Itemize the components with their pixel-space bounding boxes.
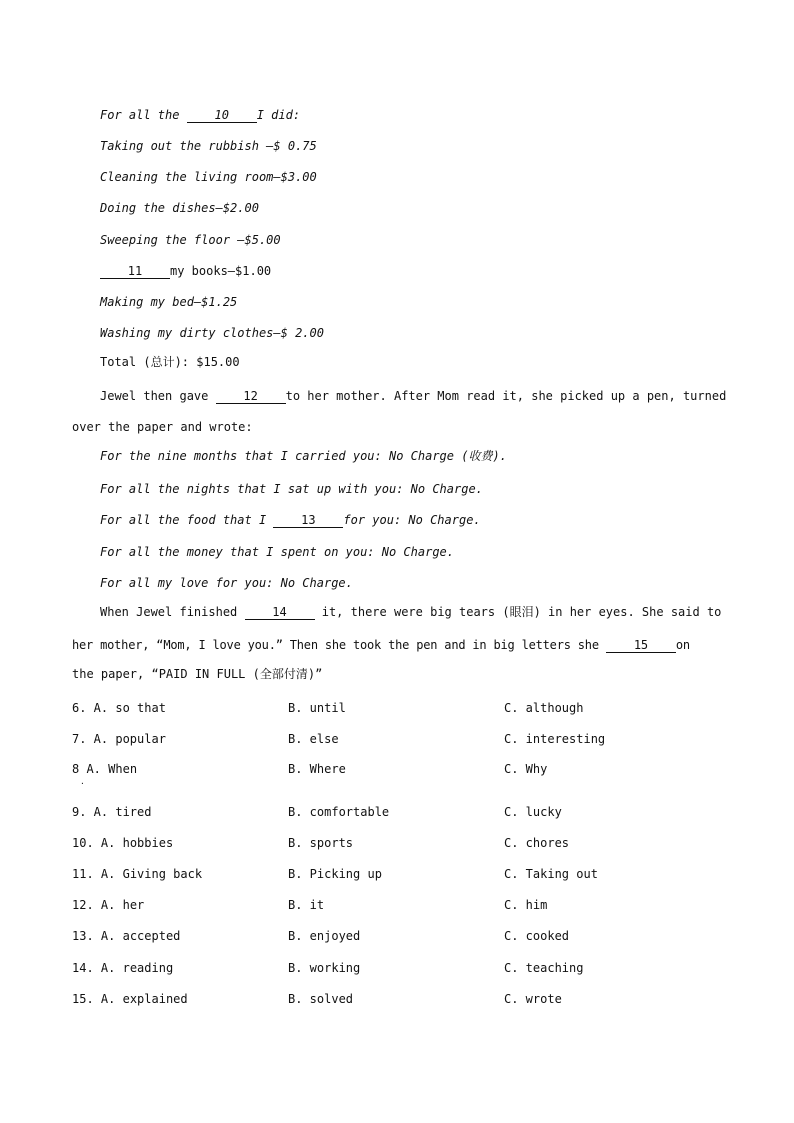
question-number: 12. A. xyxy=(72,898,116,912)
para2-line-1 xyxy=(100,604,721,620)
blank-11: 11 xyxy=(100,264,170,279)
para1-line-2: over the paper and wrote: xyxy=(72,420,253,434)
option-a: popular xyxy=(115,732,166,746)
option-a: accepted xyxy=(122,929,181,943)
bill-line-7: Making my bed—$1.25 xyxy=(100,295,238,309)
bill-line-2: Taking out the rubbish —$ 0.75 xyxy=(100,139,317,153)
bill-total: Total (总计): $15.00 xyxy=(100,355,240,369)
bill-line-1-tail: I did: xyxy=(256,108,301,122)
para1-line-1-tail: to her mother. After Mom read it, she picked up a pen, turned xyxy=(285,389,727,403)
option-c: C. chores xyxy=(504,836,570,850)
question-number-option-a xyxy=(72,700,166,716)
question-number: 6. A. xyxy=(72,701,109,715)
question-row xyxy=(0,731,794,747)
question-row xyxy=(0,866,794,882)
blank-12: 12 xyxy=(216,389,286,404)
option-c: C. although xyxy=(504,701,584,715)
option-a: explained xyxy=(122,992,188,1006)
option-c: C. Taking out xyxy=(504,867,598,881)
para1-line-1-text: Jewel then gave xyxy=(100,389,216,403)
question-number: 9. A. xyxy=(72,805,109,819)
reply-line-5: For all my love for you: No Charge. xyxy=(100,576,353,590)
blank-15: 15 xyxy=(606,638,676,653)
reply-line-3-tail: for you: No Charge. xyxy=(343,513,481,527)
option-b: B. it xyxy=(288,898,325,912)
para2-line-3: the paper, “PAID IN FULL (全部付清)” xyxy=(72,667,323,681)
question-number-option-a xyxy=(72,835,173,851)
option-b: B. working xyxy=(288,961,361,975)
option-b: B. else xyxy=(288,732,339,746)
reply-line-1: For the nine months that I carried you: No Charge (收费). xyxy=(100,449,507,463)
para2-line-2-text: her mother, “Mom, I love you.” Then she took the pen and in big letters she xyxy=(72,638,606,652)
question-number: 11. A. xyxy=(72,867,116,881)
para2-line-1-text: When Jewel finished xyxy=(100,605,245,619)
question-number-option-a xyxy=(72,991,188,1007)
option-a: Giving back xyxy=(122,867,203,881)
bill-line-8: Washing my dirty clothes—$ 2.00 xyxy=(100,326,324,340)
blank-13: 13 xyxy=(273,513,343,528)
bill-line-6 xyxy=(100,263,271,279)
question-row xyxy=(0,700,794,716)
option-a: so that xyxy=(115,701,166,715)
option-b: B. comfortable xyxy=(288,805,390,819)
option-c: C. interesting xyxy=(504,732,606,746)
question-row xyxy=(0,991,794,1007)
reply-line-3 xyxy=(100,512,481,528)
option-a: reading xyxy=(122,961,174,975)
question-number: 8 A. xyxy=(72,762,101,776)
option-a: her xyxy=(122,898,145,912)
option-b: B. sports xyxy=(288,836,354,850)
option-b: B. enjoyed xyxy=(288,929,361,943)
question-number: 7. A. xyxy=(72,732,109,746)
question-row xyxy=(0,761,794,777)
question-number-option-a xyxy=(72,761,137,777)
option-a: When xyxy=(108,762,138,776)
question-number-option-a xyxy=(72,731,166,747)
option-b: B. until xyxy=(288,701,346,715)
question-number-option-a xyxy=(72,897,144,913)
option-a: hobbies xyxy=(122,836,174,850)
option-a: tired xyxy=(115,805,152,819)
question-row xyxy=(0,897,794,913)
bill-line-6-tail: my books—$1.00 xyxy=(170,264,272,278)
question-row xyxy=(0,835,794,851)
question-number: 14. A. xyxy=(72,961,116,975)
question-number-option-a xyxy=(72,960,173,976)
question-row xyxy=(0,960,794,976)
question-number-option-a xyxy=(72,804,151,820)
question-number: 10. A. xyxy=(72,836,116,850)
blank-14: 14 xyxy=(245,605,315,620)
bill-line-3: Cleaning the living room—$3.00 xyxy=(100,170,317,184)
question-row xyxy=(0,804,794,820)
option-c: C. lucky xyxy=(504,805,562,819)
question-number-option-a xyxy=(72,928,180,944)
option-c: C. wrote xyxy=(504,992,562,1006)
bill-line-1-text: For all the xyxy=(100,108,187,122)
reply-line-2: For all the nights that I sat up with you: No Charge. xyxy=(100,482,483,496)
para2-line-2 xyxy=(72,637,690,653)
question-row xyxy=(0,928,794,944)
stray-dot: · xyxy=(80,779,85,788)
bill-line-5: Sweeping the floor —$5.00 xyxy=(100,233,281,247)
blank-10: 10 xyxy=(187,108,257,123)
option-b: B. solved xyxy=(288,992,354,1006)
option-c: C. cooked xyxy=(504,929,570,943)
question-number: 15. A. xyxy=(72,992,116,1006)
option-c: C. Why xyxy=(504,762,548,776)
option-c: C. teaching xyxy=(504,961,584,975)
para2-line-2-tail: on xyxy=(675,638,690,652)
option-c: C. him xyxy=(504,898,548,912)
para2-line-1-tail: it, there were big tears (眼泪) in her eyes. She said to xyxy=(314,605,722,619)
option-b: B. Picking up xyxy=(288,867,382,881)
para1-line-1 xyxy=(100,388,726,404)
question-number-option-a xyxy=(72,866,202,882)
option-b: B. Where xyxy=(288,762,346,776)
reply-line-3-text: For all the food that I xyxy=(100,513,274,527)
bill-line-4: Doing the dishes—$2.00 xyxy=(100,201,259,215)
bill-line-1 xyxy=(100,107,300,123)
question-number: 13. A. xyxy=(72,929,116,943)
reply-line-4: For all the money that I spent on you: No Charge. xyxy=(100,545,455,559)
